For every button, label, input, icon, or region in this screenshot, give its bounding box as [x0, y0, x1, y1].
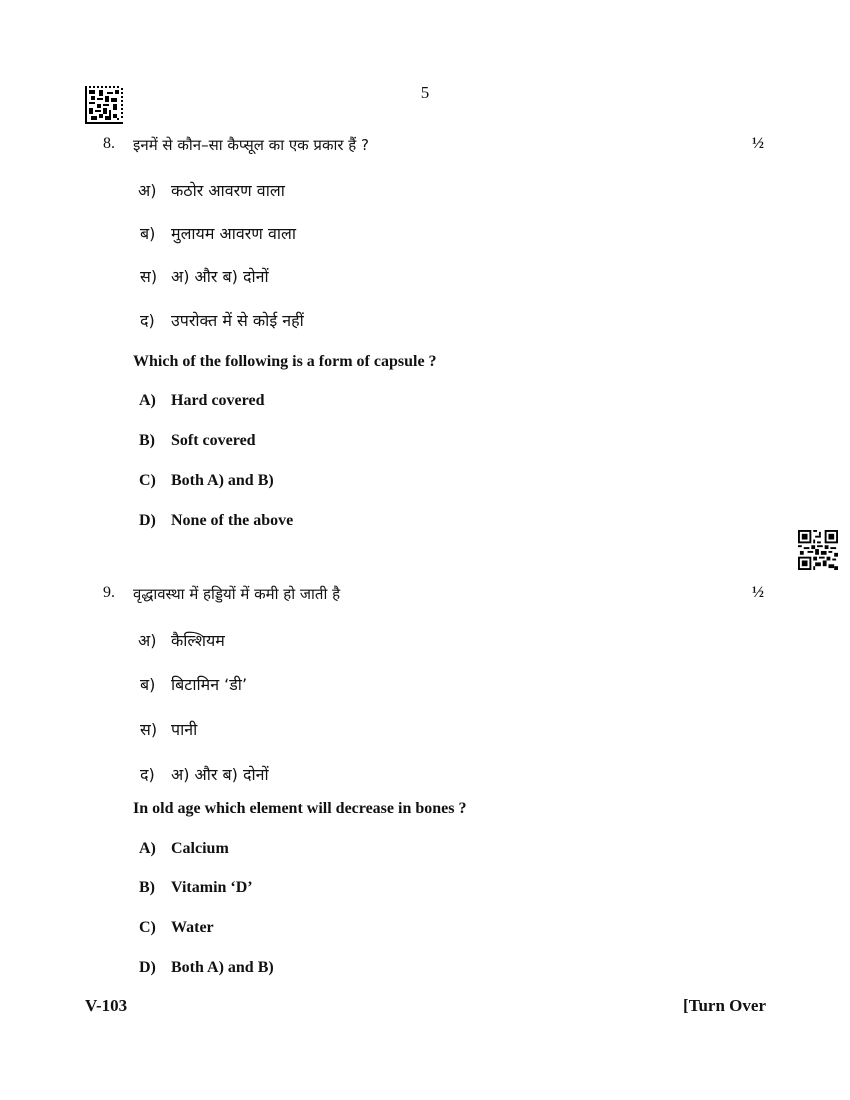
option-text: Hard covered — [171, 392, 265, 409]
option-text: None of the above — [171, 512, 294, 529]
option-label: अ) — [138, 181, 157, 200]
paper-code: V-103 — [85, 996, 128, 1015]
question-english-text: Which of the following is a form of capsule ? — [133, 353, 437, 370]
option-label: C) — [139, 472, 156, 489]
option-label: स) — [140, 267, 158, 286]
option-text: Soft covered — [171, 432, 256, 449]
turn-over-label: [Turn Over — [683, 996, 766, 1015]
option-text: Vitamin ‘D’ — [171, 879, 253, 896]
question-hindi-text: इनमें से कौन–सा कैप्सूल का एक प्रकार हैं ? — [133, 136, 369, 154]
option-label: अ) — [138, 631, 157, 650]
option-label: A) — [139, 392, 156, 409]
option-text: अ) और ब) दोनों — [171, 267, 269, 286]
option-label: B) — [139, 879, 155, 896]
option-label: D) — [139, 512, 156, 529]
option-label: ब) — [140, 675, 156, 694]
option-text: मुलायम आवरण वाला — [171, 224, 296, 243]
option-label: A) — [139, 840, 156, 857]
option-text: Water — [171, 919, 214, 936]
option-label: B) — [139, 432, 155, 449]
option-text: Both A) and B) — [171, 959, 274, 976]
option-text: अ) और ब) दोनों — [171, 765, 269, 784]
question-number: 8. — [103, 135, 115, 152]
option-label: C) — [139, 919, 156, 936]
option-label: स) — [140, 720, 158, 739]
option-text: कठोर आवरण वाला — [171, 181, 285, 200]
option-label: ब) — [140, 224, 156, 243]
question-english-text: In old age which element will decrease in bones ? — [133, 800, 467, 817]
option-text: Both A) and B) — [171, 472, 274, 489]
option-label: D) — [139, 959, 156, 976]
option-text: उपरोक्त में से कोई नहीं — [171, 311, 304, 330]
option-text: Calcium — [171, 840, 229, 857]
option-text: पानी — [171, 720, 198, 739]
option-label: द) — [140, 311, 155, 330]
marks-label: ½ — [752, 135, 764, 152]
question-hindi-text: वृद्धावस्था में हड्डियों में कमी हो जाती है — [133, 585, 341, 603]
option-text: कैल्शियम — [171, 631, 225, 650]
page-number: 5 — [420, 83, 430, 102]
question-number: 9. — [103, 584, 115, 601]
qr-code — [798, 530, 838, 570]
option-label: द) — [140, 765, 155, 784]
option-text: बिटामिन ‘डी’ — [171, 675, 248, 694]
marks-label: ½ — [752, 584, 764, 601]
